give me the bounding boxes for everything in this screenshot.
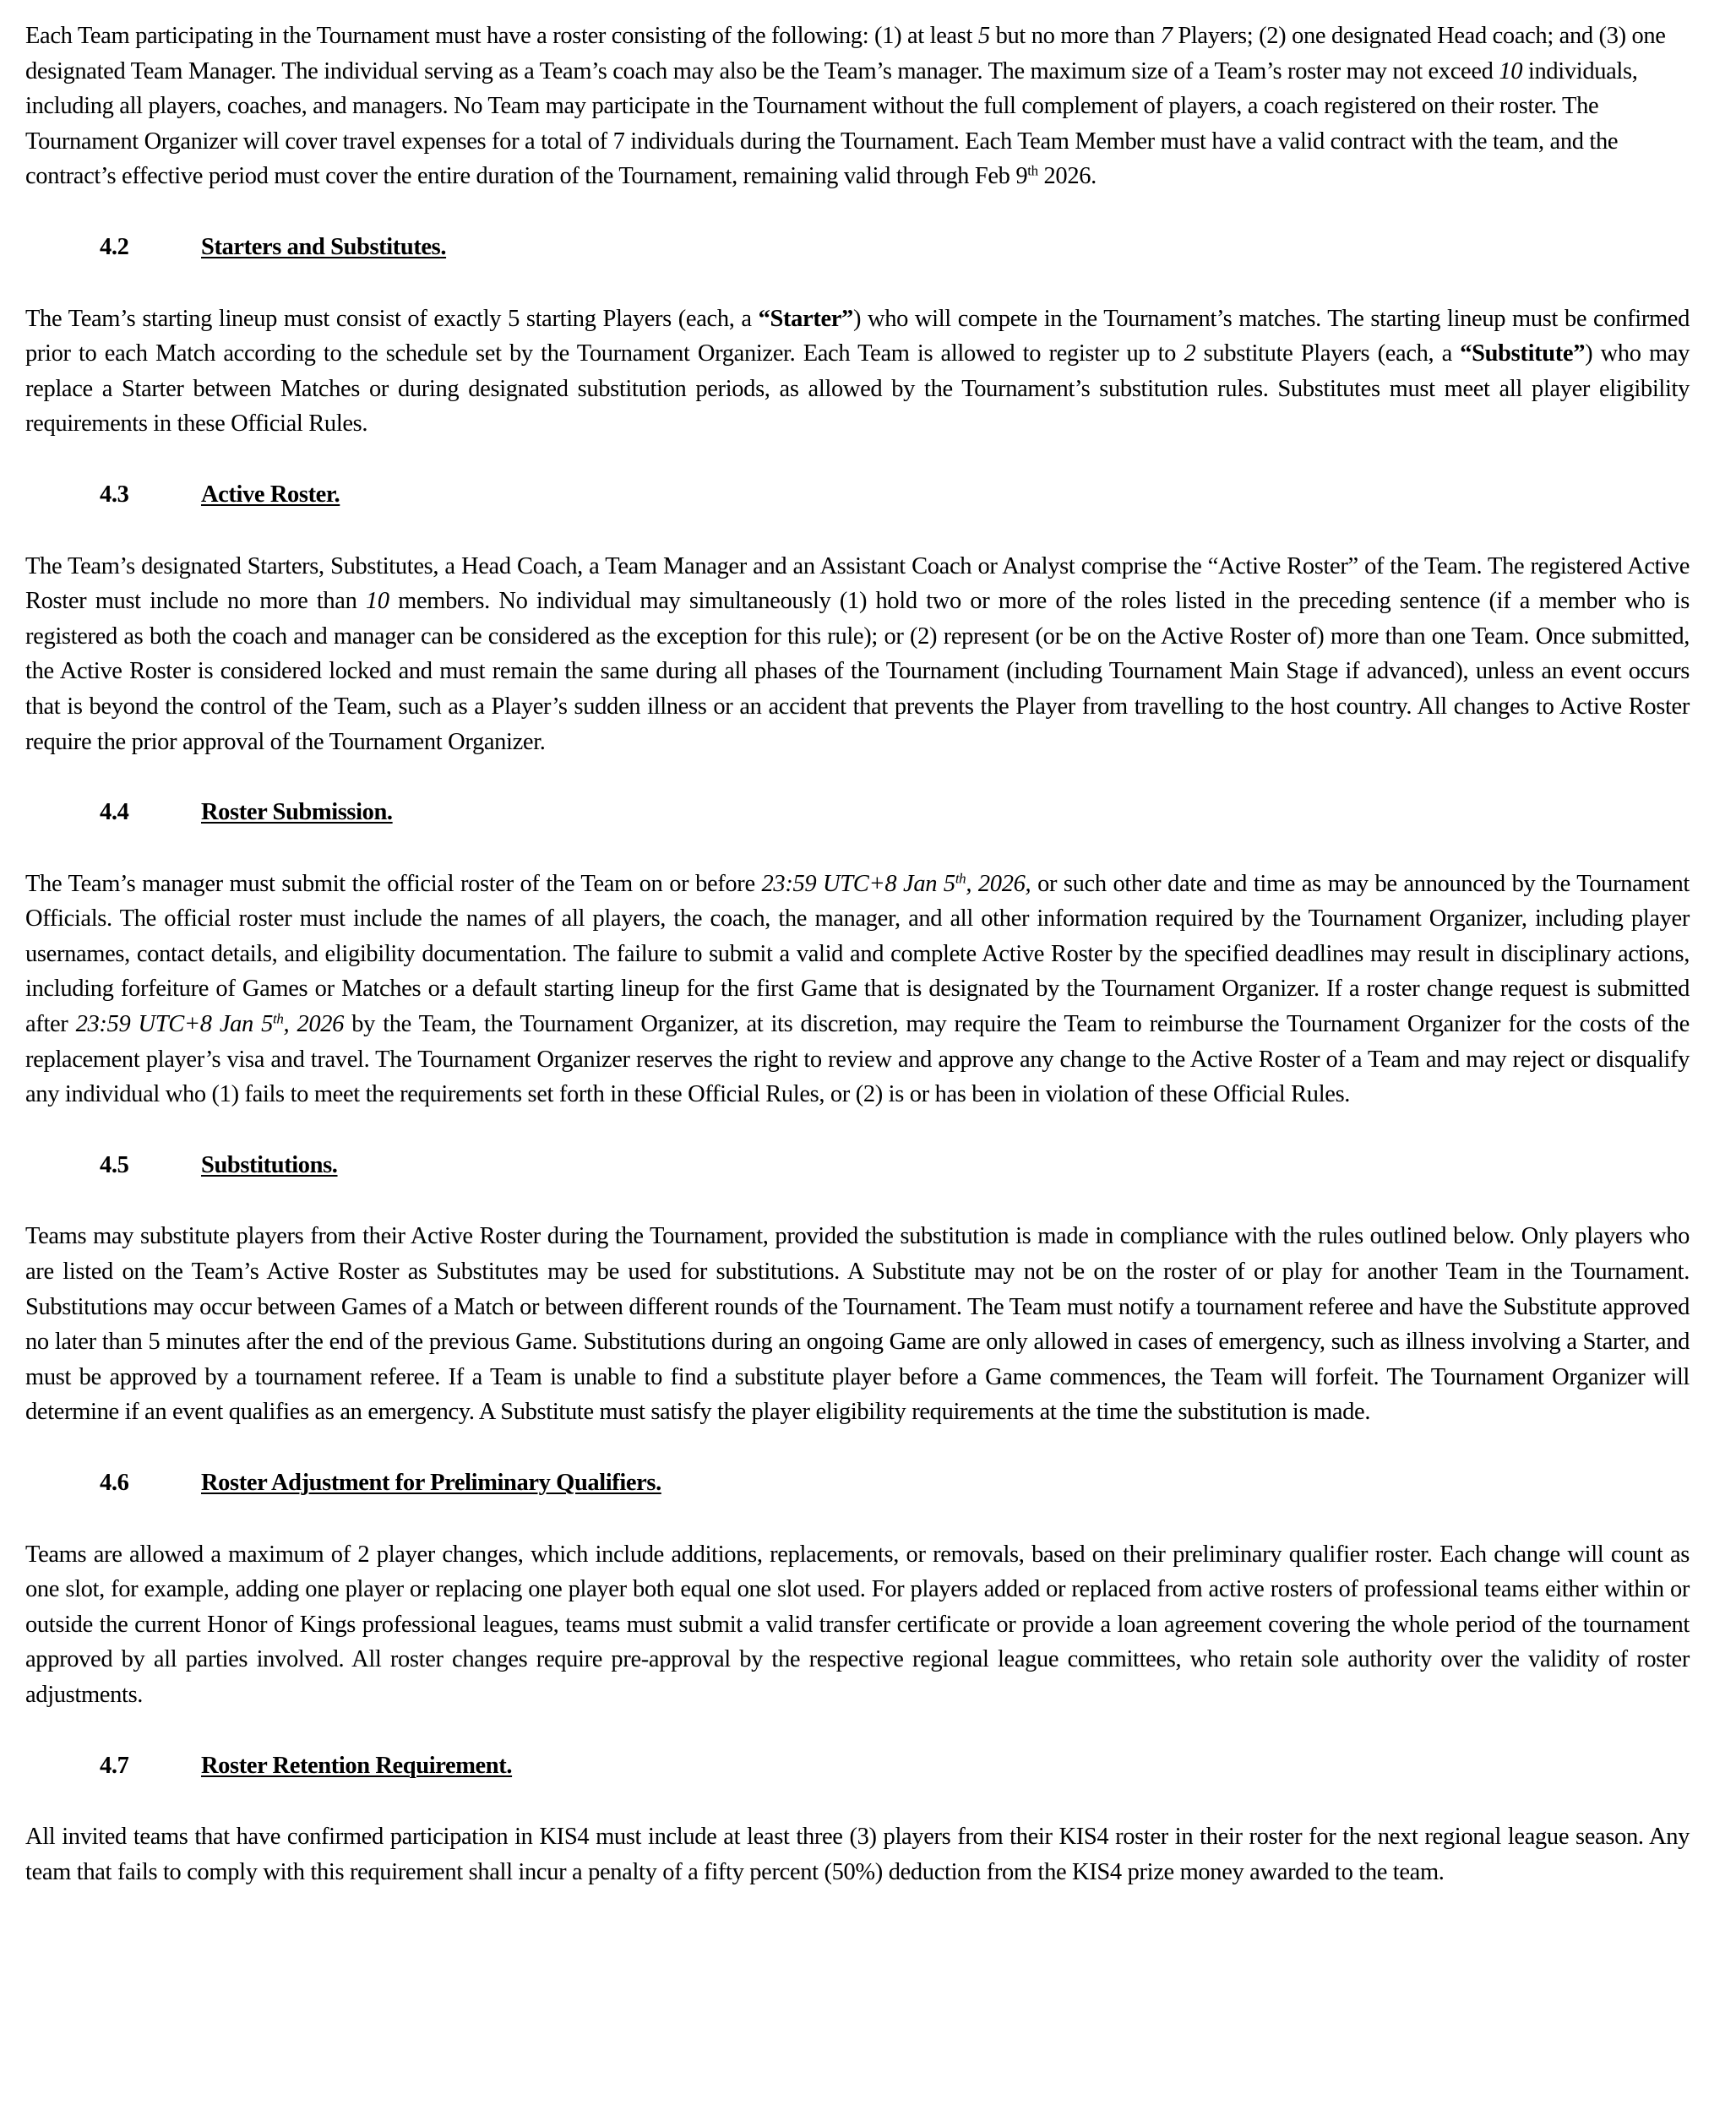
section-title: Substitutions.	[201, 1151, 338, 1178]
ordinal-suffix: th	[273, 1010, 284, 1027]
section-number: 4.2	[100, 233, 129, 260]
italic-text: 23:59 UTC+8 Jan 5	[761, 870, 955, 897]
italic-text: , 2026	[283, 1011, 345, 1038]
section-heading-4-2	[25, 230, 1690, 265]
section-heading-4-3	[25, 477, 1690, 513]
text-run: The Team’s starting lineup must consist of exactly 5 starting Players (each, a	[25, 305, 759, 332]
section-number: 4.3	[100, 481, 129, 508]
section-body-4-2	[25, 302, 1690, 442]
ordinal-suffix: th	[1027, 163, 1038, 180]
text-run: ) who may replace a Starter between Matches or during designated substitution periods, as allowed by the Tournament’s substitution rules. Substitutes must meet all player eligibility requirements in these Official Rules.	[25, 340, 1690, 438]
spacer	[25, 1713, 1690, 1748]
spacer	[25, 1112, 1690, 1148]
section-title: Roster Submission.	[201, 799, 393, 826]
text-run: substitute Players (each, a	[1195, 340, 1461, 367]
italic-text: 10	[1499, 57, 1523, 84]
text-run: Teams may substitute players from their Active Roster during the Tournament, provided the substitution is made in compliance with the rules outlined below. Only players who are listed on the Team’s Active Roster as Substitutes may be used for substitutions. A Substitute may not be on the roster of or play for another Team in the Tournament. Substitutions may occur between Games of a Match or between different rounds of the Tournament. The Team must notify a tournament referee and have the Substitute approved no later than 5 minutes after the end of the previous Game. Substitutions during an ongoing Game are only allowed in cases of emergency, such as illness involving a Starter, and must be approved by a tournament referee. If a Team is unable to find a substitute player before a Game commences, the Team will forfeit. The Tournament Organizer will determine if an event qualifies as an emergency. A Substitute must satisfy the player eligibility requirements at the time the substitution is made.	[25, 1223, 1690, 1426]
text-run: or such other date and time as may be announced by the Tournament Officials. The official roster must include the names of all players, the coach, the manager, and all other information required by the Tournament Organizer, including player usernames, contact details, and eligibility documentation. The failure to submit a valid and complete Active Roster by the specified deadlines may result in disciplinary actions, including forfeiture of Games or Matches or a default starting lineup for the first Game that is designated by the Tournament Organizer. If a roster change request is submitted after	[25, 870, 1690, 1038]
defined-term: “Starter”	[758, 305, 853, 332]
section-number: 4.4	[100, 799, 129, 826]
section-body-4-5	[25, 1219, 1690, 1430]
section-title: Starters and Substitutes.	[201, 233, 447, 260]
section-body-4-4	[25, 867, 1690, 1112]
italic-text: 7	[1160, 23, 1173, 49]
spacer	[25, 759, 1690, 795]
italic-text: 2	[1184, 340, 1196, 367]
section-body-4-6	[25, 1537, 1690, 1713]
section-number: 4.7	[100, 1752, 129, 1779]
text-run: Players; (2) one designated Head coach; and (3) one designated Team Manager. The individual serving as a Team’s coach may also be the Team’s manager. The maximum size of a Team’s roster may not exceed	[25, 23, 1666, 84]
italic-text: , 2026,	[966, 870, 1031, 897]
spacer	[25, 1430, 1690, 1465]
text-run: individuals, including all players, coaches, and managers. No Team may participate in the Tournament without the full complement of players, a coach registered on their roster. The Tournament Organizer will cover travel expenses for a total of 7 individuals during the Tournament. Each Team Member must have a valid contract with the team, and the contract’s effective period must cover the entire duration of the Tournament, remaining valid through Feb 9	[25, 57, 1638, 190]
italic-text: 23:59 UTC+8 Jan 5	[75, 1011, 273, 1038]
spacer	[25, 442, 1690, 477]
text-run: The Team’s designated Starters, Substitutes, a Head Coach, a Team Manager and an Assistant Coach or Analyst comprise the “Active Roster” of the Team. The registered Active Roster must include no more than	[25, 552, 1690, 615]
section-number: 4.6	[100, 1470, 129, 1496]
italic-text: 5	[977, 23, 990, 49]
text-run: Each Team participating in the Tournament must have a roster consisting of the following: (1) at least	[25, 23, 978, 49]
section-heading-4-7	[25, 1748, 1690, 1784]
spacer	[25, 513, 1690, 549]
text-run: The Team’s manager must submit the official roster of the Team on or before	[25, 870, 762, 897]
section-heading-4-6	[25, 1465, 1690, 1501]
section-body-4-7	[25, 1819, 1690, 1889]
text-run: Teams are allowed a maximum of 2 player changes, which include additions, replacements, or removals, based on their preliminary qualifier roster. Each change will count as one slot, for example, adding one player or replacing one player both equal one slot used. For players added or replaced from active rosters of professional teams either within or outside the current Honor of Kings professional leagues, teams must submit a valid transfer certificate or provide a loan agreement covering the whole period of the tournament approved by all parties involved. All roster changes require pre-approval by the respective regional league committees, who retain sole authority over the validity of roster adjustments.	[25, 1541, 1690, 1708]
text-run: members. No individual may simultaneously (1) hold two or more of the roles listed in the preceding sentence (if a member who is registered as both the coach and manager can be considered as the exception for this rule); or (2) represent (or be on the Active Roster of) more than one Team. Once submitted, the Active Roster is considered locked and must remain the same during all phases of the Tournament (including Tournament Main Stage if advanced), unless an event occurs that is beyond the control of the Team, such as a Player’s sudden illness or an accident that prevents the Player from travelling to the host country. All changes to Active Roster require the prior approval of the Tournament Organizer.	[25, 588, 1690, 755]
spacer	[25, 830, 1690, 867]
ordinal-suffix: th	[955, 870, 966, 887]
text-run: but no more than	[989, 23, 1161, 49]
section-number: 4.5	[100, 1151, 129, 1178]
spacer	[25, 1501, 1690, 1537]
section-heading-4-4	[25, 795, 1690, 830]
italic-text: 10	[365, 588, 389, 615]
section-title: Active Roster.	[201, 481, 340, 508]
section-heading-4-5	[25, 1148, 1690, 1183]
spacer	[25, 194, 1690, 230]
section-body-4-3	[25, 549, 1690, 760]
spacer	[25, 1183, 1690, 1219]
spacer	[25, 265, 1690, 302]
text-run: All invited teams that have confirmed participation in KIS4 must include at least three (3) players from their KIS4 roster in their roster for the next regional league season. Any team that fails to comply with this requirement shall incur a penalty of a fifty percent (50%) deduction from the KIS4 prize money awarded to the team.	[25, 1824, 1690, 1885]
text-run: by the Team, the Tournament Organizer, at its discretion, may require the Team to reimburse the Tournament Organizer for the costs of the replacement player’s visa and travel. The Tournament Organizer reserves the right to review and approve any change to the Active Roster of a Team and may reject or disqualify any individual who (1) fails to meet the requirements set forth in these Official Rules, or (2) is or has been in violation of these Official Rules.	[25, 1011, 1690, 1108]
text-run: 2026.	[1037, 163, 1097, 190]
section-title: Roster Adjustment for Preliminary Qualifiers.	[201, 1470, 661, 1496]
section-title: Roster Retention Requirement.	[201, 1752, 513, 1779]
spacer	[25, 1783, 1690, 1819]
text-run: ) who will compete in the Tournament’s matches. The starting lineup must be confirmed prior to each Match according to the schedule set by the Tournament Organizer. Each Team is allowed to register up to	[25, 305, 1690, 367]
defined-term: “Substitute”	[1460, 340, 1586, 367]
intro-paragraph	[25, 19, 1690, 194]
